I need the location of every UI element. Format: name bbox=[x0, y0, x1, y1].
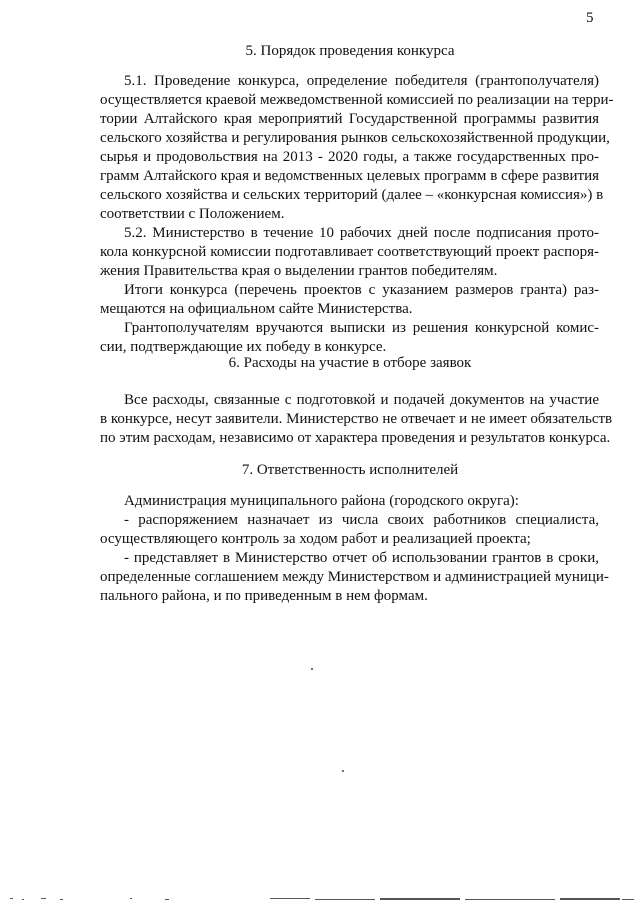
text-line: Все расходы, связанные с подготовкой и подачей документов на участие bbox=[124, 392, 599, 408]
text-line: 5.2. Министерство в течение 10 рабочих дней после подписания прото- bbox=[124, 225, 599, 241]
text-line: Грантополучателям вручаются выписки из решения конкурсной комис- bbox=[124, 320, 599, 336]
text-line: грамм Алтайского края и ведомственных целевых программ в сфере развития bbox=[100, 168, 599, 184]
text-line: пального района, и по приведенным в нем формам. bbox=[100, 588, 428, 604]
section-heading: 5. Порядок проведения конкурса bbox=[245, 43, 455, 59]
text-line: сельского хозяйства и сельских территорий (далее – «конкурсная комиссия») в bbox=[100, 187, 604, 203]
text-line: в конкурсе, несут заявители. Министерство не отвечает и не имеет обязательств bbox=[100, 411, 613, 427]
text-line: осуществляющего контроль за ходом работ и реализацией проекта; bbox=[100, 531, 531, 547]
text-line: осуществляется краевой межведомственной комиссией по реализации на терри- bbox=[100, 92, 614, 108]
text-line: по этим расходам, независимо от характера проведения и результатов конкурса. bbox=[100, 430, 611, 446]
text-line: Администрация муниципального района (городского округа): bbox=[124, 493, 519, 509]
text-line: Итоги конкурса (перечень проектов с указанием размеров гранта) раз- bbox=[124, 282, 599, 298]
text-line: сельского хозяйства и регулирования рынков сельскохозяйственной продукции, bbox=[100, 130, 610, 146]
scan-speck bbox=[342, 770, 344, 772]
scan-edge-noise bbox=[0, 894, 640, 905]
text-line: - представляет в Министерство отчет об использовании грантов в сроки, bbox=[124, 550, 599, 566]
scan-speck bbox=[311, 668, 313, 670]
text-line: сии, подтверждающие их победу в конкурсе. bbox=[100, 339, 387, 355]
text-line: сырья и продовольствия на 2013 - 2020 годы, а также государственных про- bbox=[100, 149, 599, 165]
section-heading: 6. Расходы на участие в отборе заявок bbox=[228, 355, 472, 371]
text-line: тории Алтайского края мероприятий Государственной программы развития bbox=[100, 111, 599, 127]
text-line: 5.1. Проведение конкурса, определение победителя (грантополучателя) bbox=[124, 73, 599, 89]
text-line: кола конкурсной комиссии подготавливает соответствующий проект распоря- bbox=[100, 244, 599, 260]
text-line: определенные соглашением между Министерством и администрацией муници- bbox=[100, 569, 609, 585]
section-heading: 7. Ответственность исполнителей bbox=[241, 462, 459, 478]
text-line: жения Правительства края о выделении грантов победителям. bbox=[100, 263, 498, 279]
page-number: 5 bbox=[586, 10, 594, 26]
text-line: мещаются на официальном сайте Министерства. bbox=[100, 301, 413, 317]
text-line: - распоряжением назначает из числа своих работников специалиста, bbox=[124, 512, 599, 528]
text-line: соответствии с Положением. bbox=[100, 206, 285, 222]
